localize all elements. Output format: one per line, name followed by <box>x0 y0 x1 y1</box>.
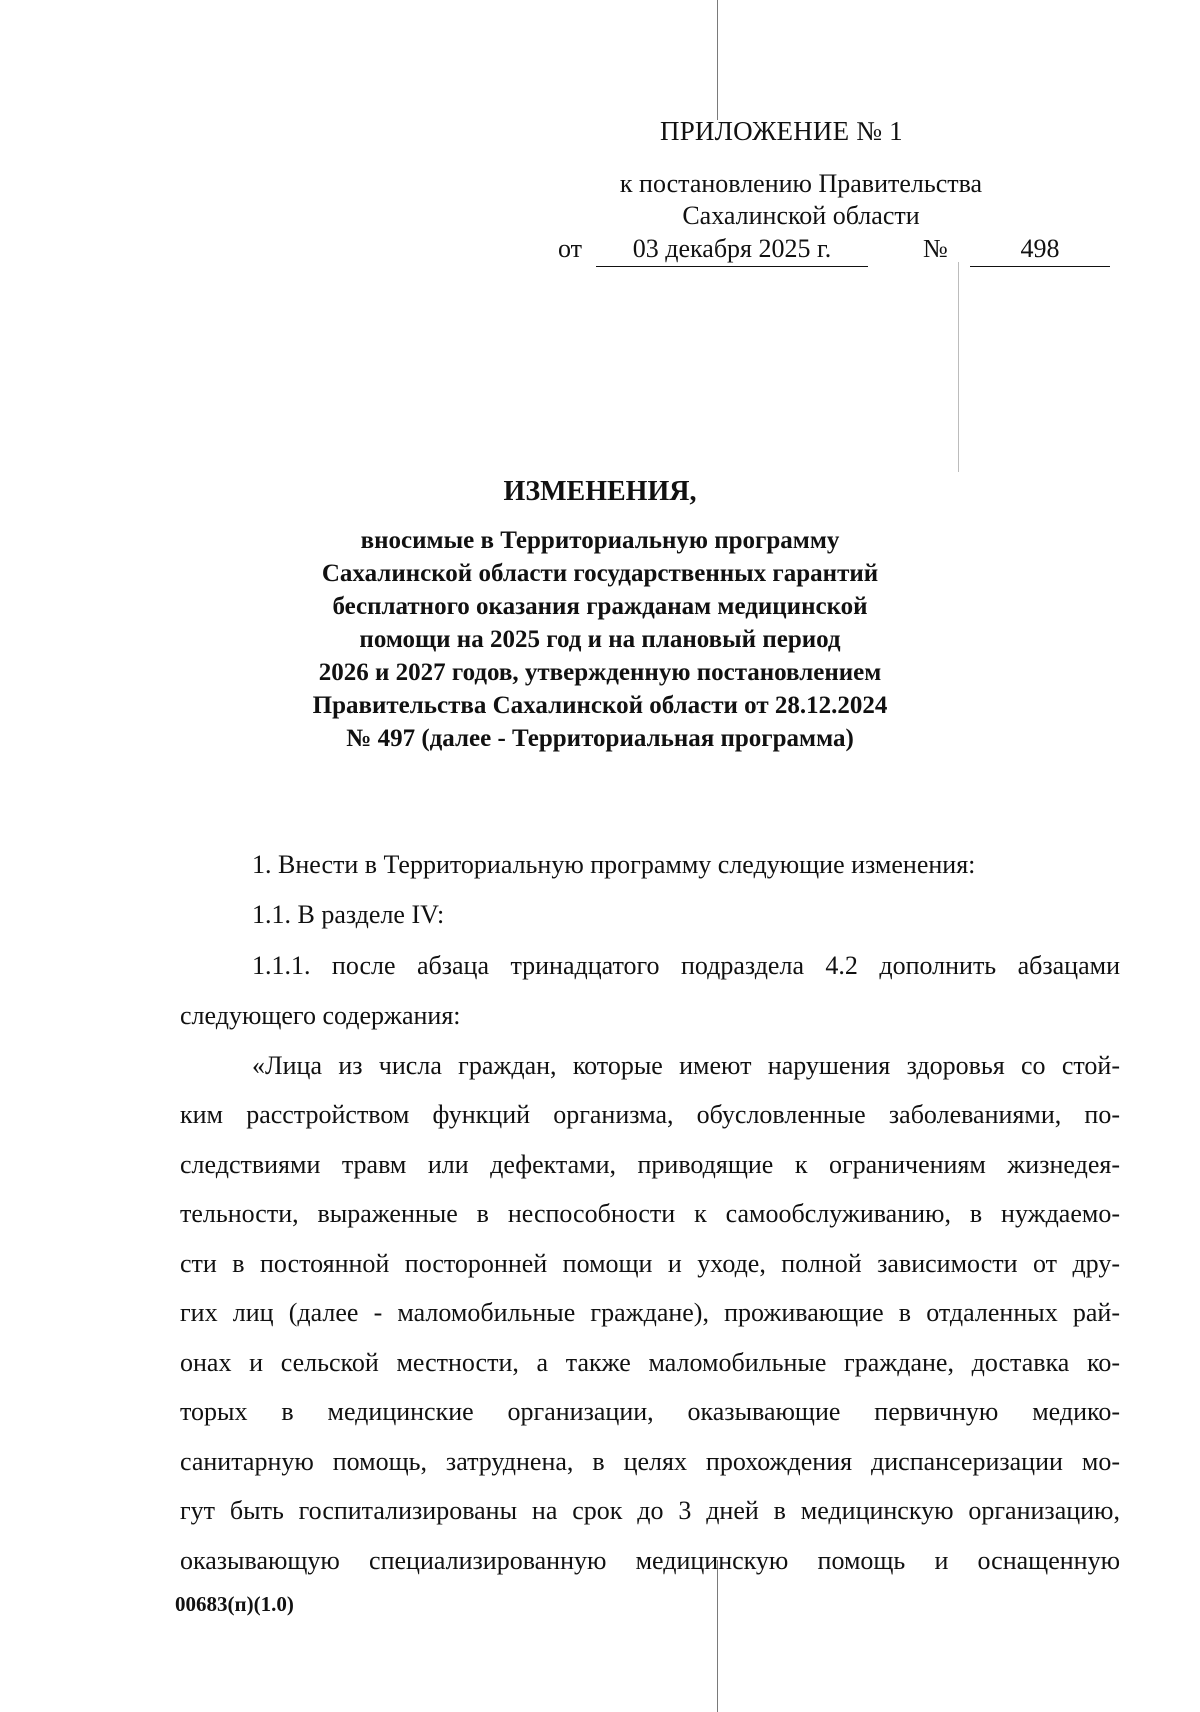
scan-artifact-line <box>717 1560 718 1712</box>
quote-line: гих лиц (далее - маломобильные граждане), проживающие в отдаленных рай- <box>180 1298 1120 1327</box>
document-title: ИЗМЕНЕНИЯ, <box>503 476 697 507</box>
subtitle-line: № 497 (далее - Территориальная программа) <box>346 725 854 752</box>
document-subtitle <box>300 524 900 755</box>
subtitle-line: Сахалинской области государственных гарантий <box>321 560 879 587</box>
scan-artifact-line <box>717 0 718 120</box>
paragraph-item-1-1-1-line: следующего содержания: <box>180 1001 461 1030</box>
resolution-reference-line: Сахалинской области <box>682 201 920 230</box>
paragraph-item-1-1: 1.1. В разделе IV: <box>252 900 445 929</box>
quote-line: «Лица из числа граждан, которые имеют нарушения здоровья со стой- <box>252 1051 1120 1080</box>
document-code: 00683(п)(1.0) <box>175 1592 294 1616</box>
subtitle-line: помощи на 2025 год и на плановый период <box>359 626 841 653</box>
paragraph-item-1-1-1-line: 1.1.1. после абзаца тринадцатого подраздела 4.2 дополнить абзацами <box>252 951 1120 980</box>
quote-line: торых в медицинские организации, оказывающие первичную медико- <box>180 1397 1120 1426</box>
quote-line: гут быть госпитализированы на срок до 3 дней в медицинскую организацию, <box>180 1496 1120 1525</box>
resolution-date-row <box>558 234 1110 268</box>
resolution-reference <box>560 168 1042 232</box>
quote-line: сти в постоянной посторонней помощи и уходе, полной зависимости от дру- <box>180 1249 1120 1278</box>
number-sign: № <box>923 234 948 263</box>
quote-line: тельности, выраженные в неспособности к самообслуживанию, в нуждаемо- <box>180 1199 1120 1228</box>
scan-artifact-line <box>958 262 959 472</box>
subtitle-line: Правительства Сахалинской области от 28.12.2024 <box>312 692 888 719</box>
date-prefix: от <box>558 234 583 263</box>
paragraph-item-1: 1. Внести в Территориальную программу следующие изменения: <box>252 850 976 879</box>
resolution-date: 03 декабря 2025 г. <box>596 234 868 267</box>
resolution-reference-line: к постановлению Правительства <box>619 169 983 198</box>
quote-line: следствиями травм или дефектами, приводящие к ограничениям жизнедея- <box>180 1150 1120 1179</box>
subtitle-line: 2026 и 2027 годов, утвержденную постановлением <box>318 659 882 686</box>
quote-line: ким расстройством функций организма, обусловленные заболеваниями, по- <box>180 1100 1120 1129</box>
quote-line: онах и сельской местности, а также маломобильные граждане, доставка ко- <box>180 1348 1120 1377</box>
appendix-heading: ПРИЛОЖЕНИЕ № 1 <box>660 116 903 146</box>
resolution-number: 498 <box>970 234 1110 267</box>
subtitle-line: бесплатного оказания гражданам медицинской <box>332 593 868 620</box>
subtitle-line: вносимые в Территориальную программу <box>360 527 840 554</box>
quote-line: оказывающую специализированную медицинскую помощь и оснащенную <box>180 1546 1120 1575</box>
quote-line: санитарную помощь, затруднена, в целях прохождения диспансеризации мо- <box>180 1447 1120 1476</box>
